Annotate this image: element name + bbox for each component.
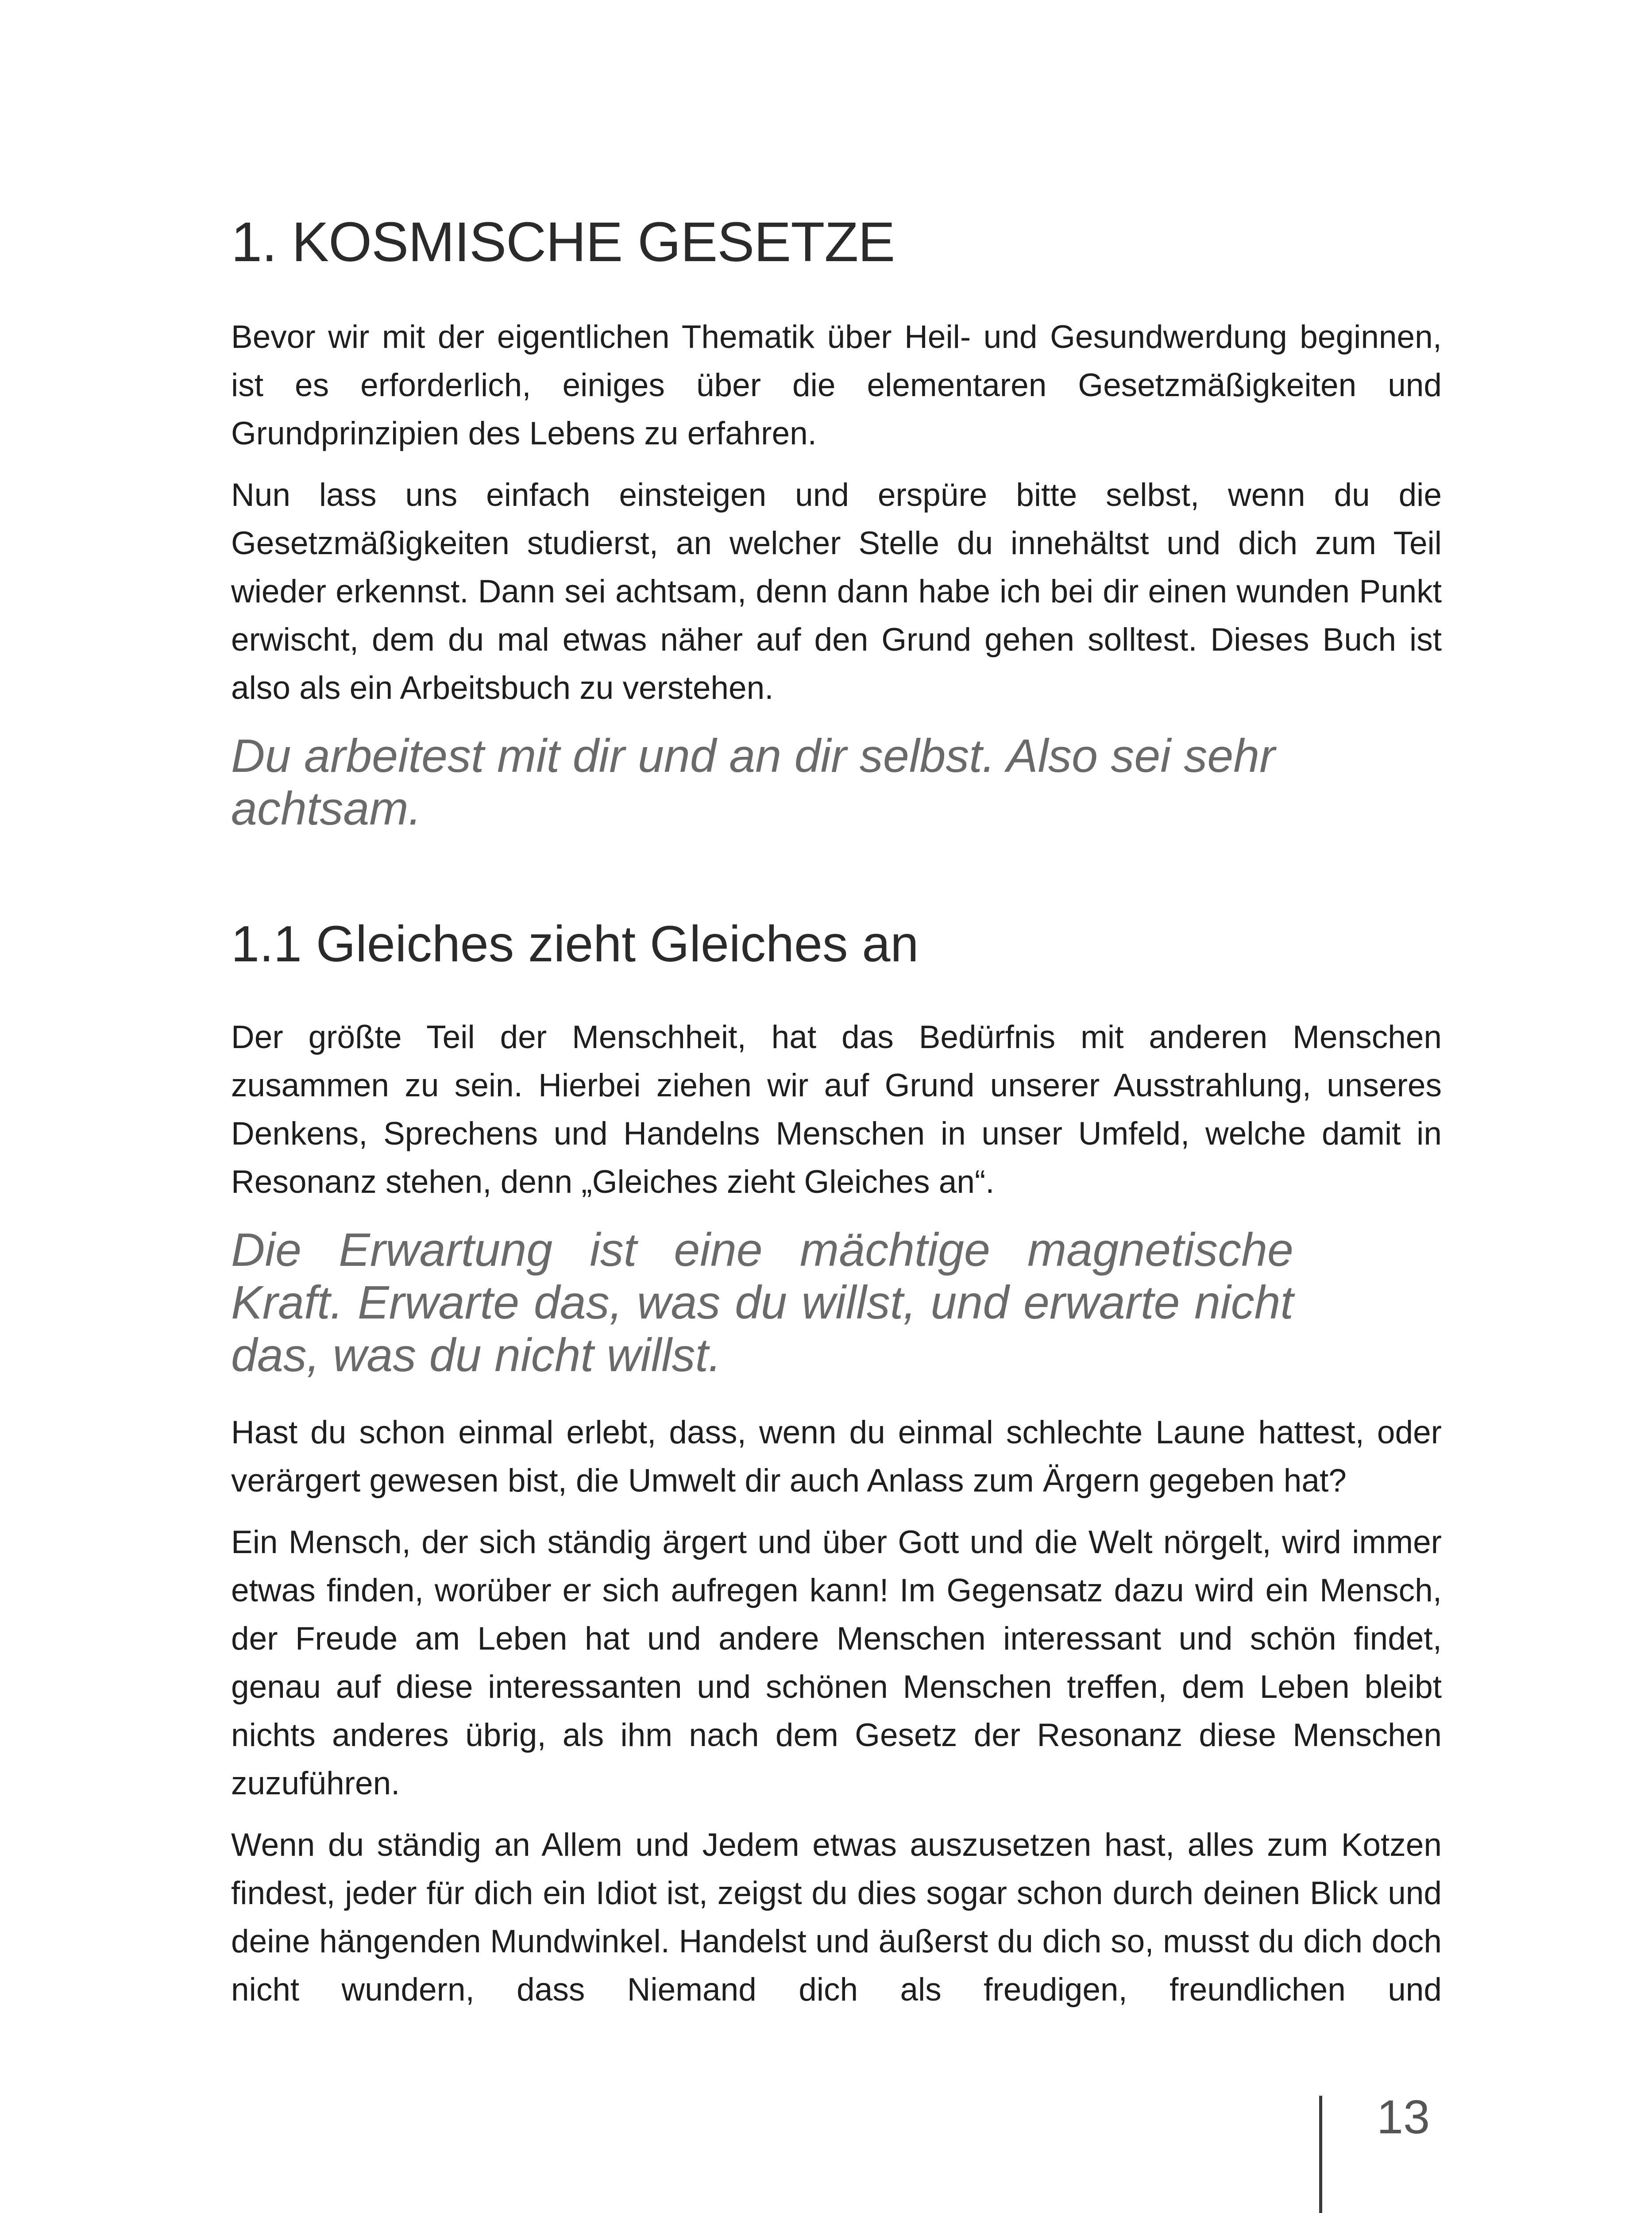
section-paragraph-2: Hast du schon einmal erlebt, dass, wenn du einmal schlechte Laune hattest, oder verärgert gewesen bist, die Umwelt dir auch Anlass zum Ärgern gegeben hat? — [231, 1414, 1442, 1499]
chapter-paragraph-2: Nun lass uns einfach einsteigen und erspüre bitte selbst, wenn du die Gesetzmäßigkeiten studierst, an welcher Stelle du innehältst und dich zum Teil wieder erkennst. Dann sei achtsam, denn dann habe ich bei dir einen wunden Punkt erwischt, dem du mal etwas näher auf den Grund gehen solltest. Dieses Buch ist also als ein Arbeitsbuch zu verstehen. — [231, 477, 1442, 706]
section-quote: Die Erwartung ist eine mächtige magnetische Kraft. Erwarte das, was du willst, und erwarte nicht das, was du nicht willst. — [231, 1223, 1293, 1381]
section-title: 1.1 Gleiches zieht Gleiches an — [231, 915, 919, 972]
section-paragraph-1: Der größte Teil der Menschheit, hat das Bedürfnis mit anderen Menschen zusammen zu sein. Hierbei ziehen wir auf Grund unserer Ausstrahlung, unseres Denkens, Sprechens und Handelns Menschen in unser Umfeld, welche damit in Resonanz stehen, denn „Gleiches zieht Gleiches an“. — [231, 1019, 1442, 1200]
page-number: 13 — [1377, 2090, 1430, 2144]
text-column — [231, 212, 1442, 2027]
chapter-quote: Du arbeitest mit dir und an dir selbst. Also sei sehr achtsam. — [231, 729, 1275, 835]
page-number-rule — [1319, 2096, 1322, 2213]
section-paragraph-3: Ein Mensch, der sich ständig ärgert und über Gott und die Welt nörgelt, wird immer etwas finden, worüber er sich aufregen kann! Im Gegensatz dazu wird ein Mensch, der Freude am Leben hat und andere Menschen interessant und schön findet, genau auf diese interessanten und schönen Menschen treffen, dem Leben bleibt nichts anderes übrig, als ihm nach dem Gesetz der Resonanz diese Menschen zuzuführen. — [231, 1524, 1442, 1801]
chapter-paragraph-1: Bevor wir mit der eigentlichen Thematik über Heil- und Gesundwerdung beginnen, ist es erforderlich, einiges über die elementaren Gesetzmäßigkeiten und Grundprinzipien des Lebens zu erfahren. — [231, 319, 1442, 451]
chapter-title: 1. KOSMISCHE GESETZE — [231, 211, 895, 273]
section-spacer — [231, 862, 1442, 915]
section-paragraph-4: Wenn du ständig an Allem und Jedem etwas auszusetzen hast, alles zum Kotzen findest, jeder für dich ein Idiot ist, zeigst du dies sogar schon durch deinen Blick und deine hängenden Mundwinkel. Handelst und äußerst du dich so, musst du dich doch nicht wundern, dass Niemand dich als freudigen, freundlichen und — [231, 1827, 1442, 2008]
